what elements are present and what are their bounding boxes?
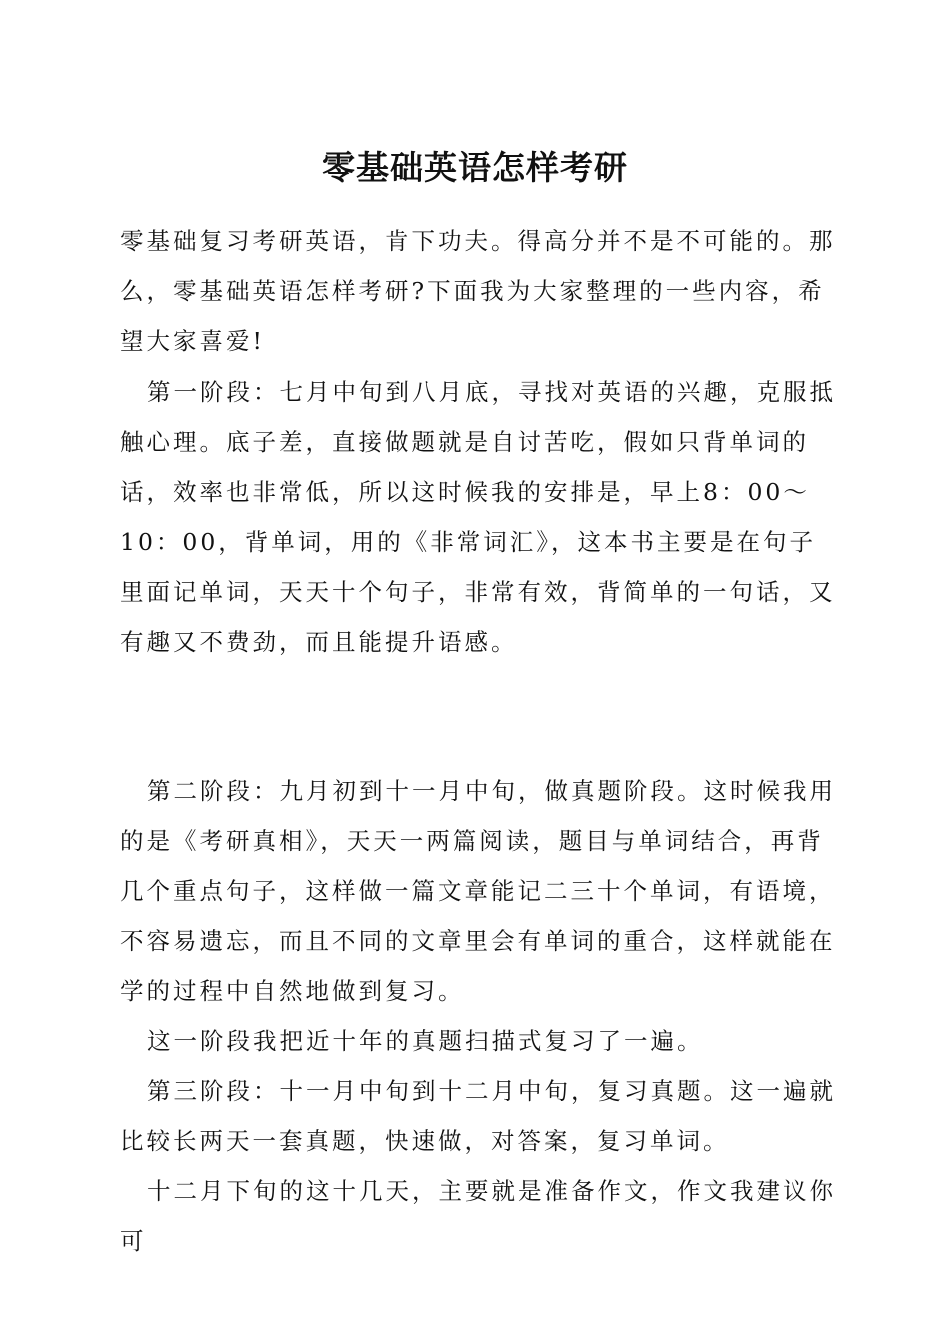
paragraph-stage-three: 第三阶段：十一月中旬到十二月中旬，复习真题。这一遍就比较长两天一套真题，快速做，对答案，复习单词。 <box>120 1077 836 1155</box>
paragraph-late-december: 十二月下旬的这十几天，主要就是准备作文，作文我建议你可 <box>120 1177 836 1255</box>
paragraph-stage-two: 第二阶段：九月初到十一月中旬，做真题阶段。这时候我用的是《考研真相》，天天一两篇阅读，题目与单词结合，再背几个重点句子，这样做一篇文章能记二三十个单词，有语境，不容易遗忘，而且不同的文章里会有单词的重合，这样就能在学的过程中自然地做到复习。 <box>120 777 836 1005</box>
paragraph-review-note: 这一阶段我把近十年的真题扫描式复习了一遍。 <box>147 1027 704 1055</box>
paragraph-stage-one: 第一阶段：七月中旬到八月底，寻找对英语的兴趣，克服抵触心理。底子差，直接做题就是自讨苦吃，假如只背单词的话，效率也非常低，所以这时候我的安排是，早上8：00～10：00，背单词，用的《非常词汇》，这本书主要是在句子里面记单词，天天十个句子，非常有效，背简单的一句话，又有趣又不费劲，而且能提升语感。 <box>120 378 836 656</box>
paragraph-intro: 零基础复习考研英语，肯下功夫。得高分并不是不可能的。那么，零基础英语怎样考研?下面我为大家整理的一些内容，希望大家喜爱! <box>120 227 836 355</box>
document-title: 零基础英语怎样考研 <box>322 148 628 187</box>
